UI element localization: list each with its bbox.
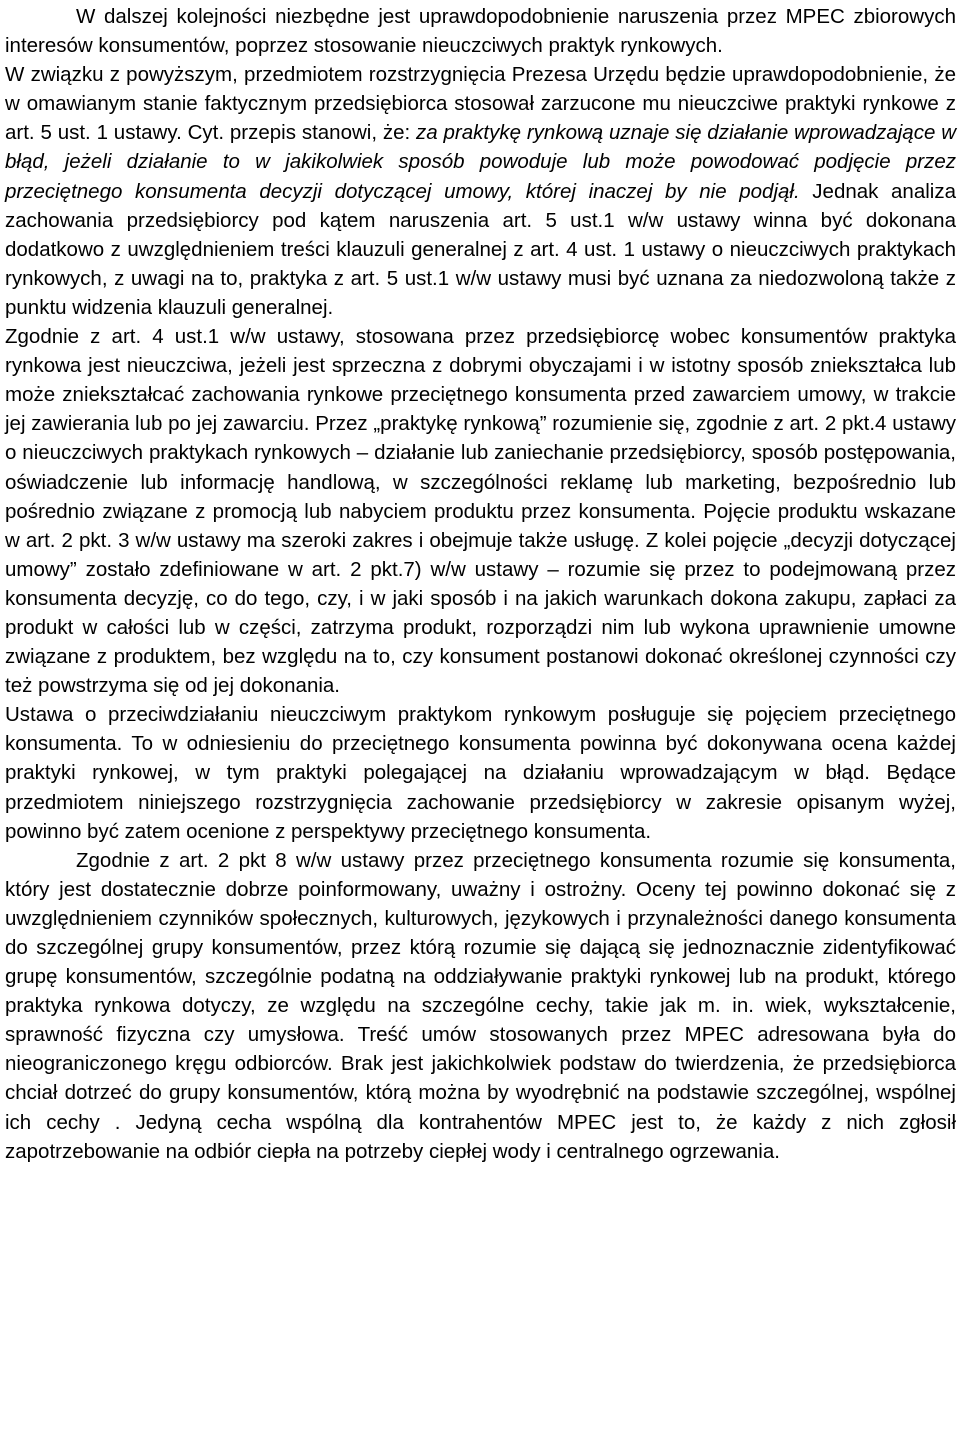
paragraph-4: Ustawa o przeciwdziałaniu nieuczciwym praktykom rynkowym posługuje się pojęciem przeciętnego konsumenta. To w odniesieniu do przeciętnego konsumenta powinna być dokonywana ocena każdej praktyki rynkowej, w tym praktyki polegającej na działaniu wprowadzającym w błąd. Będące przedmiotem niniejszego rozstrzygnięcia zachowanie przedsiębiorcy w zakresie opisanym wyżej, powinno być zatem ocenione z perspektywy przeciętnego konsumenta. — [5, 703, 956, 843]
paragraph-2 — [5, 60, 956, 322]
paragraph-3: Zgodnie z art. 4 ust.1 w/w ustawy, stosowana przez przedsiębiorcę wobec konsumentów praktyka rynkowa jest nieuczciwa, jeżeli jest sprzeczna z dobrymi obyczajami i w istotny sposób zniekształca lub może zniekształcać zachowania rynkowe przeciętnego konsumenta przed zawarciem umowy, w trakcie jej zawierania lub po jej zawarciu. Przez „praktykę rynkową” rozumienie się, zgodnie z art. 2 pkt.4 ustawy o nieuczciwych praktykach rynkowych – działanie lub zaniechanie przedsiębiorcy, sposób postępowania, oświadczenie lub informację handlową, w szczególności reklamę lub marketing, bezpośrednio lub pośrednio związane z promocją lub nabyciem produktu przez konsumenta. Pojęcie produktu wskazane w art. 2 pkt. 3 w/w ustawy ma szeroki zakres i obejmuje także usługę. Z kolei pojęcie „decyzji dotyczącej umowy” zostało zdefiniowane w art. 2 pkt.7) w/w ustawy – rozumie się przez to podejmowaną przez konsumenta decyzję, co do tego, czy, i w jaki sposób i na jakich warunkach dokona zakupu, zapłaci za produkt w całości lub w części, zatrzyma produkt, rozporządzi nim lub wykona uprawnienie umowne związane z produktem, bez względu na to, czy konsument postanowi dokonać określonej czynności czy też powstrzyma się od jej dokonania. — [5, 325, 956, 698]
paragraph-1: W dalszej kolejności niezbędne jest uprawdopodobnienie naruszenia przez MPEC zbiorowych interesów konsumentów, poprzez stosowanie nieuczciwych praktyk rynkowych. — [5, 5, 956, 58]
paragraph-2-analysis: Jednak analiza zachowania przedsiębiorcy pod kątem naruszenia art. 5 ust.1 w/w ustawy winna być dokonana dodatkowo z uwzględnieniem treści klauzuli generalnej z art. 4 ust. 1 ustawy o nieuczciwych praktykach rynkowych, z uwagi na to, praktyka z art. 5 ust.1 w/w ustawy musi być uznana za niedozwoloną także z punktu widzenia klauzuli generalnej. — [5, 179, 956, 319]
statute-quote: za praktykę rynkową uznaje się działanie wprowadzające w błąd, jeżeli działanie to w jakikolwiek sposób powoduje lub może powodować podjęcie przez przeciętnego konsumenta decyzji dotyczącej umowy, której inaczej by nie podjął. — [5, 121, 956, 203]
paragraph-5: Zgodnie z art. 2 pkt 8 w/w ustawy przez przeciętnego konsumenta rozumie się konsumenta, który jest dostatecznie dobrze poinformowany, uważny i ostrożny. Oceny tej powinno dokonać się z uwzględnieniem czynników społecznych, kulturowych, językowych i przynależności danego konsumenta do szczególnej grupy konsumentów, przez którą rozumie się dającą się jednoznacznie zidentyfikować grupę konsumentów, szczególnie podatną na oddziaływanie praktyki rynkowej lub na produkt, którego praktyka rynkowa dotyczy, ze względu na szczególne cechy, takie jak m. in. wiek, wykształcenie, sprawność fizyczna czy umysłowa. Treść umów stosowanych przez MPEC adresowana była do nieograniczonego kręgu odbiorców. Brak jest jakichkolwiek podstaw do twierdzenia, że przedsiębiorca chciał dotrzeć do grupy konsumentów, którą można by wyodrębnić na podstawie szczególnej, wspólnej ich cechy . Jedyną cecha wspólną dla kontrahentów MPEC jest to, że każdy z nich zgłosił zapotrzebowanie na odbiór ciepła na potrzeby ciepłej wody i centralnego ogrzewania. — [5, 848, 956, 1163]
paragraph-2-intro: W związku z powyższym, przedmiotem rozstrzygnięcia Prezesa Urzędu będzie uprawdopodobnienie, że w omawianym stanie faktycznym przedsiębiorca stosował zarzucone mu nieuczciwe praktyki rynkowe z art. 5 ust. 1 ustawy. Cyt. przepis stanowi, że: — [5, 63, 956, 145]
